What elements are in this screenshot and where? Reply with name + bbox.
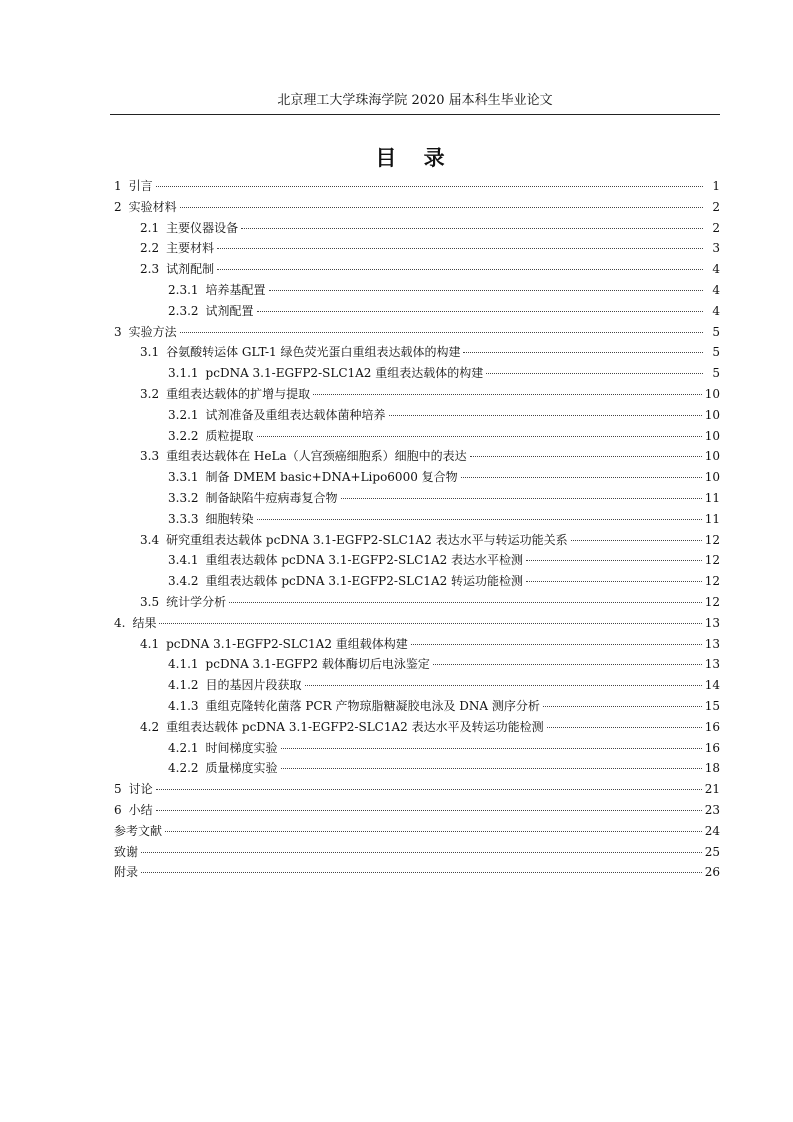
toc-entry[interactable] <box>110 571 720 592</box>
toc-entry[interactable] <box>110 405 720 426</box>
toc-leader-dots <box>281 748 702 749</box>
toc-entry-title: 实验材料 <box>128 199 177 214</box>
toc-leader-dots <box>486 373 703 374</box>
toc-page-number: 26 <box>704 865 720 880</box>
toc-page-number: 12 <box>704 574 720 589</box>
toc-leader-dots <box>547 727 702 728</box>
toc-entry-number: 3.3 <box>140 449 160 464</box>
toc-entry[interactable] <box>110 821 720 842</box>
toc-leader-dots <box>526 581 702 582</box>
toc-entry-title: 试剂配制 <box>166 262 215 277</box>
toc-page-number: 16 <box>704 740 720 755</box>
toc-entry-number: 4.2 <box>140 719 160 734</box>
toc-entry-number: 3.3.3 <box>168 511 199 526</box>
toc-entry-number: 2 <box>114 199 122 214</box>
toc-entry[interactable] <box>110 467 720 488</box>
toc-page-number: 13 <box>704 657 720 672</box>
toc-page-number: 23 <box>704 802 720 817</box>
toc-leader-dots <box>257 519 702 520</box>
toc-leader-dots <box>433 664 702 665</box>
toc-leader-dots <box>281 768 702 769</box>
toc-leader-dots <box>341 498 702 499</box>
toc-entry-title: 细胞转染 <box>205 511 254 526</box>
toc-entry-title: 培养基配置 <box>205 282 266 297</box>
toc-leader-dots <box>470 456 702 457</box>
toc-entry[interactable] <box>110 758 720 779</box>
toc-leader-dots <box>389 415 702 416</box>
toc-entry-number: 3.4 <box>140 532 160 547</box>
toc-entry-title: 制备缺陷牛痘病毒复合物 <box>205 490 338 505</box>
toc-leader-dots <box>526 560 702 561</box>
toc-page-number: 3 <box>712 241 720 256</box>
toc-entry-title: 致谢 <box>114 844 139 859</box>
toc-page-number: 14 <box>704 678 720 693</box>
toc-leader-dots <box>305 685 702 686</box>
toc-page-number: 24 <box>704 823 720 838</box>
toc-leader-dots <box>141 872 702 873</box>
toc-entry[interactable] <box>110 488 720 509</box>
toc-entry-title: 小结 <box>128 802 153 817</box>
toc-page-number: 11 <box>704 511 720 526</box>
toc-entry[interactable] <box>110 446 720 467</box>
toc-leader-dots <box>269 290 703 291</box>
toc-leader-dots <box>159 623 701 624</box>
toc-entry-title: 质粒提取 <box>205 428 254 443</box>
toc-entry-title: pcDNA 3.1-EGFP2-SLC1A2 重组载体构建 <box>166 636 408 651</box>
toc-entry[interactable] <box>110 654 720 675</box>
toc-entry[interactable] <box>110 717 720 738</box>
toc-leader-dots <box>543 706 702 707</box>
toc-entry[interactable] <box>110 800 720 821</box>
toc-page-number: 12 <box>704 532 720 547</box>
toc-entry[interactable] <box>110 530 720 551</box>
toc-entry-title: 制备 DMEM basic+DNA+Lipo6000 复合物 <box>205 470 458 485</box>
toc-entry[interactable] <box>110 509 720 530</box>
toc-entry-number: 3.5 <box>140 594 160 609</box>
toc-entry-title: 试剂配置 <box>205 303 254 318</box>
toc-leader-dots <box>156 186 703 187</box>
toc-page-number: 10 <box>704 428 720 443</box>
header-rule <box>110 114 720 115</box>
toc-entry-number: 3.2 <box>140 386 160 401</box>
toc-entry[interactable] <box>110 197 720 218</box>
toc-page-number: 4 <box>712 303 720 318</box>
toc-entry[interactable] <box>110 592 720 613</box>
toc-page-number: 5 <box>712 345 720 360</box>
toc-entry-number: 4.1.1 <box>168 657 199 672</box>
toc-entry-title: 重组表达载体 pcDNA 3.1-EGFP2-SLC1A2 表达水平及转运功能检测 <box>166 719 544 734</box>
toc-entry-number: 4.1 <box>140 636 160 651</box>
toc-leader-dots <box>141 852 702 853</box>
toc-entry-number: 4. <box>114 615 126 630</box>
toc-entry-title: 附录 <box>114 865 139 880</box>
toc-leader-dots <box>571 540 702 541</box>
toc-entry-title: pcDNA 3.1-EGFP2 载体酶切后电泳鉴定 <box>205 657 430 672</box>
toc-entry[interactable] <box>110 842 720 863</box>
toc-leader-dots <box>229 602 702 603</box>
toc-entry-number: 3.3.1 <box>168 470 199 485</box>
toc-entry-title: 重组表达载体在 HeLa（人宫颈癌细胞系）细胞中的表达 <box>166 449 467 464</box>
toc-entry-number: 3 <box>114 324 122 339</box>
toc-entry[interactable] <box>110 613 720 634</box>
toc-page-number: 5 <box>712 366 720 381</box>
toc-page-number: 12 <box>704 594 720 609</box>
toc-page-number: 13 <box>704 636 720 651</box>
toc-entry[interactable] <box>110 696 720 717</box>
toc-page-number: 11 <box>704 490 720 505</box>
toc-entry-title: 重组表达载体的扩增与提取 <box>166 386 311 401</box>
toc-page-number: 16 <box>704 719 720 734</box>
toc-leader-dots <box>217 248 703 249</box>
toc-entry-number: 3.1 <box>140 345 160 360</box>
page-title: 目 录 <box>375 146 455 170</box>
toc-entry-title: 实验方法 <box>128 324 177 339</box>
toc-page-number: 5 <box>712 324 720 339</box>
toc-entry[interactable] <box>110 322 720 343</box>
toc-leader-dots <box>156 789 702 790</box>
toc-entry-title: 谷氨酸转运体 GLT-1 绿色荧光蛋白重组表达载体的构建 <box>166 345 461 360</box>
toc-entry-number: 2.1 <box>140 220 160 235</box>
toc-entry-title: 质量梯度实验 <box>205 761 278 776</box>
toc-entry-title: 重组表达载体 pcDNA 3.1-EGFP2-SLC1A2 表达水平检测 <box>205 553 524 568</box>
toc-entry[interactable] <box>110 675 720 696</box>
toc-entry-title: 目的基因片段获取 <box>205 678 302 693</box>
toc-entry-title: 研究重组表达载体 pcDNA 3.1-EGFP2-SLC1A2 表达水平与转运功能关系 <box>166 532 568 547</box>
toc-leader-dots <box>411 644 702 645</box>
toc-entry-title: 试剂准备及重组表达载体菌种培养 <box>205 407 386 422</box>
toc-leader-dots <box>313 394 702 395</box>
toc-entry-title: 结果 <box>132 615 157 630</box>
toc-page-number: 21 <box>704 782 720 797</box>
toc-entry-title: 重组表达载体 pcDNA 3.1-EGFP2-SLC1A2 转运功能检测 <box>205 574 524 589</box>
toc-entry-title: 主要仪器设备 <box>166 220 239 235</box>
toc-leader-dots <box>241 228 703 229</box>
toc-entry-title: 主要材料 <box>166 241 215 256</box>
toc-leader-dots <box>156 810 702 811</box>
toc-entry-title: 统计学分析 <box>166 594 227 609</box>
toc-entry-number: 3.4.1 <box>168 553 199 568</box>
toc-entry-number: 2.3.2 <box>168 303 199 318</box>
toc-page-number: 10 <box>704 407 720 422</box>
toc-entry-title: 参考文献 <box>114 823 163 838</box>
toc-entry-number: 3.1.1 <box>168 366 199 381</box>
toc-entry[interactable] <box>110 259 720 280</box>
toc-leader-dots <box>257 436 702 437</box>
toc-entry-number: 6 <box>114 802 122 817</box>
toc-leader-dots <box>461 477 702 478</box>
toc-page-number: 1 <box>712 179 720 193</box>
toc-leader-dots <box>165 831 702 832</box>
toc-entry[interactable] <box>110 218 720 239</box>
toc-leader-dots <box>180 332 703 333</box>
toc-entry-number: 4.2.1 <box>168 740 199 755</box>
toc-page-number: 2 <box>712 220 720 235</box>
toc-entry[interactable] <box>110 280 720 301</box>
toc-entry-title: 引言 <box>128 179 153 193</box>
toc-entry[interactable] <box>110 238 720 259</box>
table-of-contents <box>110 176 720 883</box>
toc-page-number: 4 <box>712 282 720 297</box>
toc-entry[interactable] <box>110 426 720 447</box>
toc-entry-number: 4.2.2 <box>168 761 199 776</box>
toc-leader-dots <box>180 207 703 208</box>
toc-entry-number: 1 <box>114 179 122 193</box>
toc-page-number: 10 <box>704 470 720 485</box>
toc-entry-title: 讨论 <box>128 782 153 797</box>
toc-entry-number: 3.2.1 <box>168 407 199 422</box>
toc-entry[interactable] <box>110 550 720 571</box>
toc-entry-number: 3.3.2 <box>168 490 199 505</box>
toc-entry-number: 3.4.2 <box>168 574 199 589</box>
toc-entry-number: 2.3.1 <box>168 282 199 297</box>
toc-page-number: 25 <box>704 844 720 859</box>
toc-page-number: 15 <box>704 698 720 713</box>
toc-page-number: 4 <box>712 262 720 277</box>
toc-entry-number: 2.3 <box>140 262 160 277</box>
toc-entry[interactable] <box>110 779 720 800</box>
toc-entry-number: 2.2 <box>140 241 160 256</box>
toc-entry[interactable] <box>110 342 720 363</box>
toc-leader-dots <box>217 269 703 270</box>
toc-page-number: 2 <box>712 199 720 214</box>
toc-page-number: 12 <box>704 553 720 568</box>
toc-entry[interactable] <box>110 738 720 759</box>
toc-page-number: 10 <box>704 386 720 401</box>
toc-entry-number: 3.2.2 <box>168 428 199 443</box>
page-header: 北京理工大学珠海学院 2020 届本科生毕业论文 <box>277 93 553 108</box>
toc-entry-number: 4.1.2 <box>168 678 199 693</box>
toc-entry-title: 重组克隆转化菌落 PCR 产物琼脂糖凝胶电泳及 DNA 测序分析 <box>205 698 540 713</box>
toc-entry[interactable] <box>110 862 720 883</box>
toc-leader-dots <box>257 311 703 312</box>
toc-page-number: 18 <box>704 761 720 776</box>
toc-page-number: 13 <box>704 615 720 630</box>
toc-entry-title: 时间梯度实验 <box>205 740 278 755</box>
toc-entry[interactable] <box>110 301 720 322</box>
toc-entry-number: 4.1.3 <box>168 698 199 713</box>
toc-entry-number: 5 <box>114 782 122 797</box>
toc-entry[interactable] <box>110 634 720 655</box>
toc-page-number: 10 <box>704 449 720 464</box>
toc-entry[interactable] <box>110 363 720 384</box>
toc-entry[interactable] <box>110 176 720 197</box>
toc-entry-title: pcDNA 3.1-EGFP2-SLC1A2 重组表达载体的构建 <box>205 366 484 381</box>
toc-entry[interactable] <box>110 384 720 405</box>
toc-leader-dots <box>463 352 703 353</box>
